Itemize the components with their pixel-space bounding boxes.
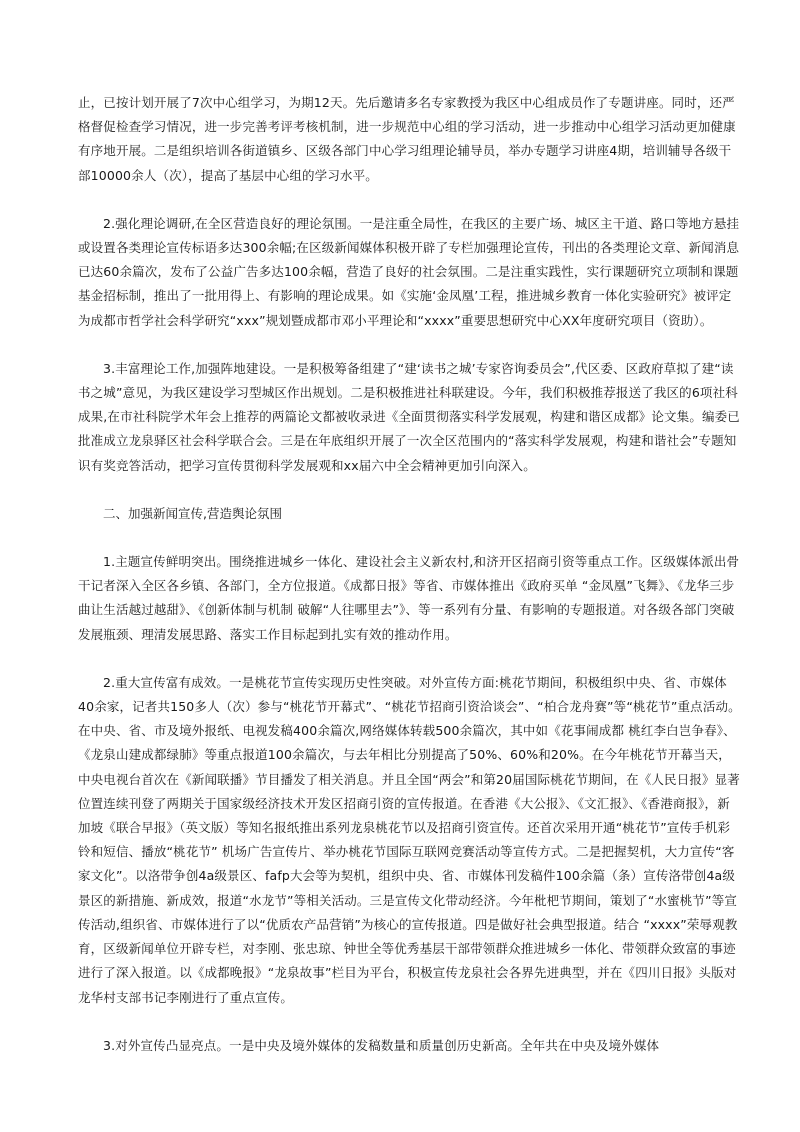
document-page [78,91,742,1058]
paragraph-continuation: 止，已按计划开展了7次中心组学习，为期12天。先后邀请多名专家教授为我区中心组成员作了专题讲座。同时，还严格督促检查学习情况，进一步完善考评考核机制，进一步规范中心组的学习活动，进一步推动中心组学习活动更加健康有序地开展。二是组织培训各街道镇乡、区级各部门中心学习组理论辅导员，举办专题学习讲座4期，培训辅导各级干部10000余人（次），提高了基层中心组的学习水平。 [78,95,736,183]
paragraph-gap [78,478,742,502]
paragraph-gap [78,333,742,357]
section-heading: 二、加强新闻宣传,营造舆论氛围 [103,505,282,521]
paragraph-gap [78,647,742,671]
paragraph-major-publicity: 2.重大宣传富有成效。一是桃花节宣传实现历史性突破。对外宣传方面:桃花节期间，积极组织中央、省、市媒体40余家，记者共150多人（次）参与“桃花节开幕式”、“桃花节招商引资洽谈会”、“柏合龙舟赛”等“桃花节”重点活动。在中央、省、市及境外报纸、电视发稿400余篇次,网络媒体转载500余篇次，其中如《花事闹成都 桃红李白岂争春》、《龙泉山建成都绿肺》等重点报道100余篇次，与去年相比分别提高了50%、60%和20%。在今年桃花节开幕当天，中央电视台首次在《新闻联播》节目播发了相关消息。并且全国“两会”和第20届国际桃花节期间，在《人民日报》显著位置连续刊登了两期关于国家级经济技术开发区招商引资的宣传报道。在香港《大公报》、《文汇报》、《香港商报》，新加坡《联合早报》（英文版）等知名报纸推出系列龙泉桃花节以及招商引资宣传。还首次采用开通“桃花节”宣传手机彩铃和短信、播放“桃花节” 机场广告宣传片、举办桃花节国际互联网竞赛活动等宣传方式。二是把握契机，大力宣传“客家文化”。以洛带争创4a级景区、fafp大会等为契机，组织中央、省、市媒体刊发稿件100余篇（条）宣传洛带创4a级景区的新措施、新成效，报道“水龙节”等相关活动。三是宣传文化带动经济。今年枇杷节期间，策划了“水蜜桃节”等宣传活动,组织省、市媒体进行了以“优质农产品营销”为核心的宣传报道。四是做好社会典型报道。结合 “xxxx”荣辱观教育，区级新闻单位开辟专栏，对李刚、张忠琼、钟世全等优秀基层干部带领群众推进城乡一体化、带领群众致富的事迹进行了深入报道。以《成都晚报》“龙泉故事”栏目为平台，积极宣传龙泉社会各界先进典型，并在《四川日报》头版对龙华村支部书记李刚进行了重点宣传。 [78,674,741,1005]
paragraph-theory-research: 2.强化理论调研,在全区营造良好的理论氛围。一是注重全局性，在我区的主要广场、城区主干道、路口等地方悬挂或设置各类理论宣传标语多达300余幅;在区级新闻媒体积极开辟了专栏加强理论宣传，刊出的各类理论文章、新闻消息已达60余篇次，发布了公益广告多达100余幅，营造了良好的社会氛围。二是注重实践性，实行课题研究立项制和课题基金招标制，推出了一批用得上、有影响的理论成果。如《实施‘金凤凰’工程，推进城乡教育一体化实验研究》被评定为成都市哲学社会科学研究“xxx”规划暨成都市邓小平理论和“xxxx”重要思想研究中心XX年度研究项目（资助）。 [78,215,740,328]
paragraph-external-publicity: 3.对外宣传凸显亮点。一是中央及境外媒体的发稿数量和质量创历史新高。全年共在中央及境外媒体 [103,1037,660,1053]
paragraph-theory-work: 3.丰富理论工作,加强阵地建设。一是积极筹备组建了“建‘读书之城’专家咨询委员会”,代区委、区政府草拟了建“读书之城”意见，为我区建设学习型城区作出规划。二是积极推进社科联建设。今年，我们积极推荐报送了我区的6项社科成果,在市社科院学术年会上推荐的两篇论文都被收录进《全面贯彻落实科学发展观，构建和谐区成都》论文集。编委已批准成立龙泉驿区社会科学联合会。三是在年底组织开展了一次全区范围内的“落实科学发展观，构建和谐社会”专题知识有奖竞答活动，把学习宣传贯彻科学发展观和xx届六中全会精神更加引向深入。 [78,360,740,473]
paragraph-theme-publicity: 1.主题宣传鲜明突出。围绕推进城乡一体化、建设社会主义新农村,和济开区招商引资等重点工作。区级媒体派出骨干记者深入全区各乡镇、各部门，全方位报道。《成都日报》等省、市媒体推出《政府买单 “金凤凰”飞舞》、《龙华三步曲让生活越过越甜》、《创新体制与机制 破解“人往哪里去”》、等一系列有分量、有影响的专题报道。对各级各部门突破发展瓶颈、理清发展思路、落实工作目标起到扎实有效的推动作用。 [78,554,740,642]
paragraph-gap [78,188,742,212]
paragraph-gap [78,1010,742,1034]
paragraph-gap [78,526,742,550]
